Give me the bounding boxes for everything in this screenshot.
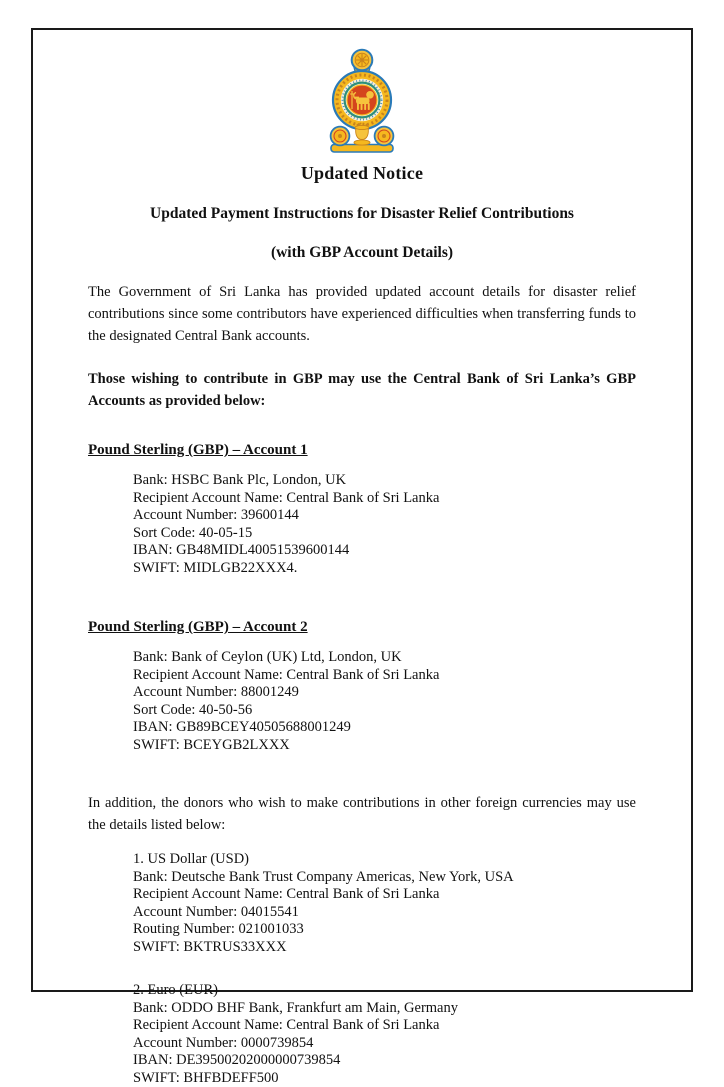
recipient-line: Recipient Account Name: Central Bank of Sri Lanka (133, 490, 636, 508)
sort-code-line: Sort Code: 40-50-56 (133, 702, 636, 720)
swift-line: SWIFT: MIDLGB22XXX4. (133, 560, 636, 578)
account-number-line: Account Number: 0000739854 (133, 1035, 636, 1053)
routing-number-line: Routing Number: 021001033 (133, 921, 636, 939)
gbp-account-2-details (133, 649, 636, 754)
currency-label: 1. US Dollar (USD) (133, 851, 636, 869)
moon-medallion-icon (375, 127, 394, 146)
document-content (88, 48, 636, 1087)
intro-paragraph: The Government of Sri Lanka has provided updated account details for disaster relief contributions since some contributors have experienced difficulties when transferring funds to the designated Central Bank accounts. (88, 281, 636, 347)
account-number-line: Account Number: 04015541 (133, 904, 636, 922)
eur-account-details (133, 982, 636, 1087)
usd-account-details (133, 851, 636, 956)
recipient-line: Recipient Account Name: Central Bank of Sri Lanka (133, 1017, 636, 1035)
swift-line: SWIFT: BKTRUS33XXX (133, 939, 636, 957)
swift-line: SWIFT: BHFBDEFF500 (133, 1070, 636, 1087)
vase-icon (354, 123, 370, 146)
bank-line: Bank: HSBC Bank Plc, London, UK (133, 472, 636, 490)
recipient-line: Recipient Account Name: Central Bank of Sri Lanka (133, 667, 636, 685)
notice-title: Updated Notice (88, 163, 636, 184)
bank-line: Bank: ODDO BHF Bank, Frankfurt am Main, Germany (133, 1000, 636, 1018)
iban-line: IBAN: GB48MIDL40051539600144 (133, 542, 636, 560)
iban-line: IBAN: DE39500202000000739854 (133, 1052, 636, 1070)
other-currencies-paragraph: In addition, the donors who wish to make contributions in other foreign currencies may use the details listed below: (88, 792, 636, 836)
sun-medallion-icon (331, 127, 350, 146)
gbp-account-2-heading: Pound Sterling (GBP) – Account 2 (88, 619, 636, 636)
notice-subtitle-gbp: (with GBP Account Details) (88, 244, 636, 262)
account-number-line: Account Number: 88001249 (133, 684, 636, 702)
wheel-icon (352, 50, 373, 71)
currency-label: 2. Euro (EUR) (133, 982, 636, 1000)
swift-line: SWIFT: BCEYGB2LXXX (133, 737, 636, 755)
gbp-account-1-details (133, 472, 636, 577)
sort-code-line: Sort Code: 40-05-15 (133, 525, 636, 543)
gbp-account-1-heading: Pound Sterling (GBP) – Account 1 (88, 442, 636, 459)
iban-line: IBAN: GB89BCEY40505688001249 (133, 719, 636, 737)
sri-lanka-emblem-icon (316, 48, 408, 154)
bank-line: Bank: Bank of Ceylon (UK) Ltd, London, UK (133, 649, 636, 667)
main-disc (333, 71, 391, 129)
recipient-line: Recipient Account Name: Central Bank of Sri Lanka (133, 886, 636, 904)
gbp-instruction-paragraph: Those wishing to contribute in GBP may use the Central Bank of Sri Lanka’s GBP Accounts as provided below: (88, 368, 636, 412)
account-number-line: Account Number: 39600144 (133, 507, 636, 525)
bank-line: Bank: Deutsche Bank Trust Company Americas, New York, USA (133, 869, 636, 887)
notice-subtitle: Updated Payment Instructions for Disaster Relief Contributions (88, 205, 636, 223)
